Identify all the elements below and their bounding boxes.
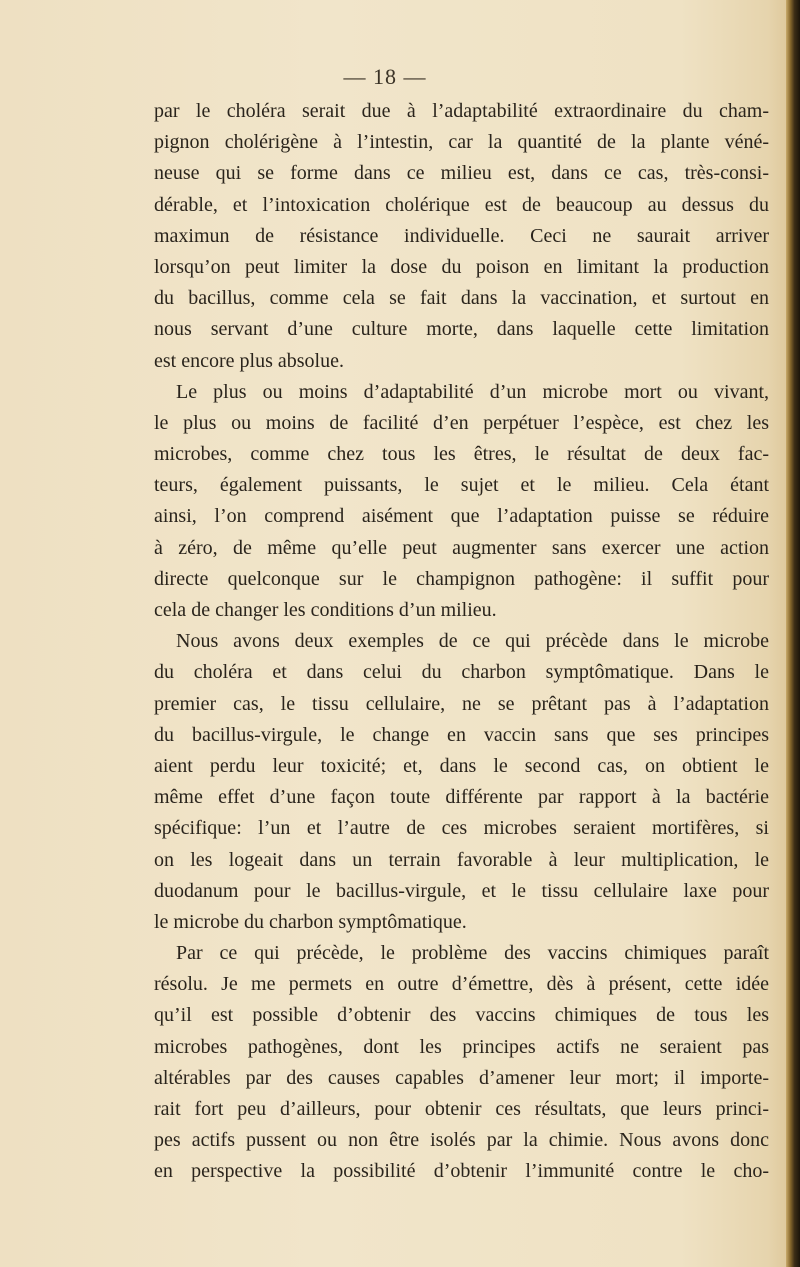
- text-line: microbes, comme chez tous les êtres, le résultat de deux fac-: [154, 443, 769, 466]
- text-line: lorsqu’on peut limiter la dose du poison en limitant la production: [154, 255, 769, 278]
- text-line: duodanum pour le bacillus-virgule, et le tissu cellulaire laxe pour: [154, 879, 769, 902]
- text-line: à zéro, de même qu’elle peut augmenter sans exercer une action: [154, 536, 769, 559]
- text-line: qu’il est possible d’obtenir des vaccins chimiques de tous les: [154, 1004, 769, 1027]
- book-spine-shadow: [786, 0, 800, 1267]
- text-line: teurs, également puissants, le sujet et le milieu. Cela étant: [154, 474, 769, 497]
- text-line: résolu. Je me permets en outre d’émettre, dès à présent, cette idée: [154, 973, 769, 996]
- text-line: altérables par des causes capables d’amener leur mort; il importe-: [154, 1066, 769, 1089]
- text-line: rait fort peu d’ailleurs, pour obtenir ces résultats, que leurs princi-: [154, 1098, 769, 1120]
- text-line: Par ce qui précède, le problème des vaccins chimiques paraît: [176, 942, 769, 965]
- text-line: Nous avons deux exemples de ce qui précède dans le microbe: [176, 630, 769, 653]
- text-line: du bacillus-virgule, le change en vaccin sans que ses principes: [154, 723, 769, 746]
- text-line: par le choléra serait due à l’adaptabilité extraordinaire du cham-: [154, 100, 769, 122]
- text-line: spécifique: l’un et l’autre de ces microbes seraient mortifères, si: [154, 817, 769, 840]
- text-line: premier cas, le tissu cellulaire, ne se prêtant pas à l’adaptation: [154, 692, 769, 715]
- text-line: neuse qui se forme dans ce milieu est, dans ce cas, très-consi-: [154, 162, 769, 185]
- page-number: — 18 —: [343, 64, 427, 89]
- text-line: Le plus ou moins d’adaptabilité d’un microbe mort ou vivant,: [176, 380, 769, 403]
- text-line: est encore plus absolue.: [154, 349, 344, 372]
- text-line: cela de changer les conditions d’un milieu.: [154, 599, 497, 621]
- text-line: le plus ou moins de facilité d’en perpétuer l’espèce, est chez les: [154, 411, 769, 434]
- text-line: nous servant d’une culture morte, dans laquelle cette limitation: [154, 318, 769, 341]
- text-line: même effet d’une façon toute différente par rapport à la bactérie: [154, 786, 769, 809]
- text-line: le microbe du charbon symptômatique.: [154, 910, 467, 933]
- text-line: du bacillus, comme cela se fait dans la vaccination, et surtout en: [154, 287, 769, 310]
- text-line: microbes pathogènes, dont les principes actifs ne seraient pas: [154, 1035, 769, 1058]
- text-line: dérable, et l’intoxication cholérique est de beaucoup au dessus du: [154, 193, 769, 216]
- text-line: ainsi, l’on comprend aisément que l’adaptation puisse se réduire: [154, 505, 769, 528]
- text-line: on les logeait dans un terrain favorable à leur multiplication, le: [154, 848, 769, 871]
- text-line: en perspective la possibilité d’obtenir l’immunité contre le cho-: [154, 1160, 769, 1183]
- text-line: directe quelconque sur le champignon pathogène: il suffit pour: [154, 567, 769, 590]
- text-line: pes actifs pussent ou non être isolés par la chimie. Nous avons donc: [154, 1129, 769, 1152]
- text-line: maximun de résistance individuelle. Ceci ne saurait arriver: [154, 224, 769, 247]
- text-line: du choléra et dans celui du charbon symptômatique. Dans le: [154, 661, 769, 684]
- body-text: [154, 96, 769, 1188]
- text-line: pignon cholérigène à l’intestin, car la quantité de la plante véné-: [154, 131, 769, 154]
- text-line: aient perdu leur toxicité; et, dans le second cas, on obtient le: [154, 754, 769, 777]
